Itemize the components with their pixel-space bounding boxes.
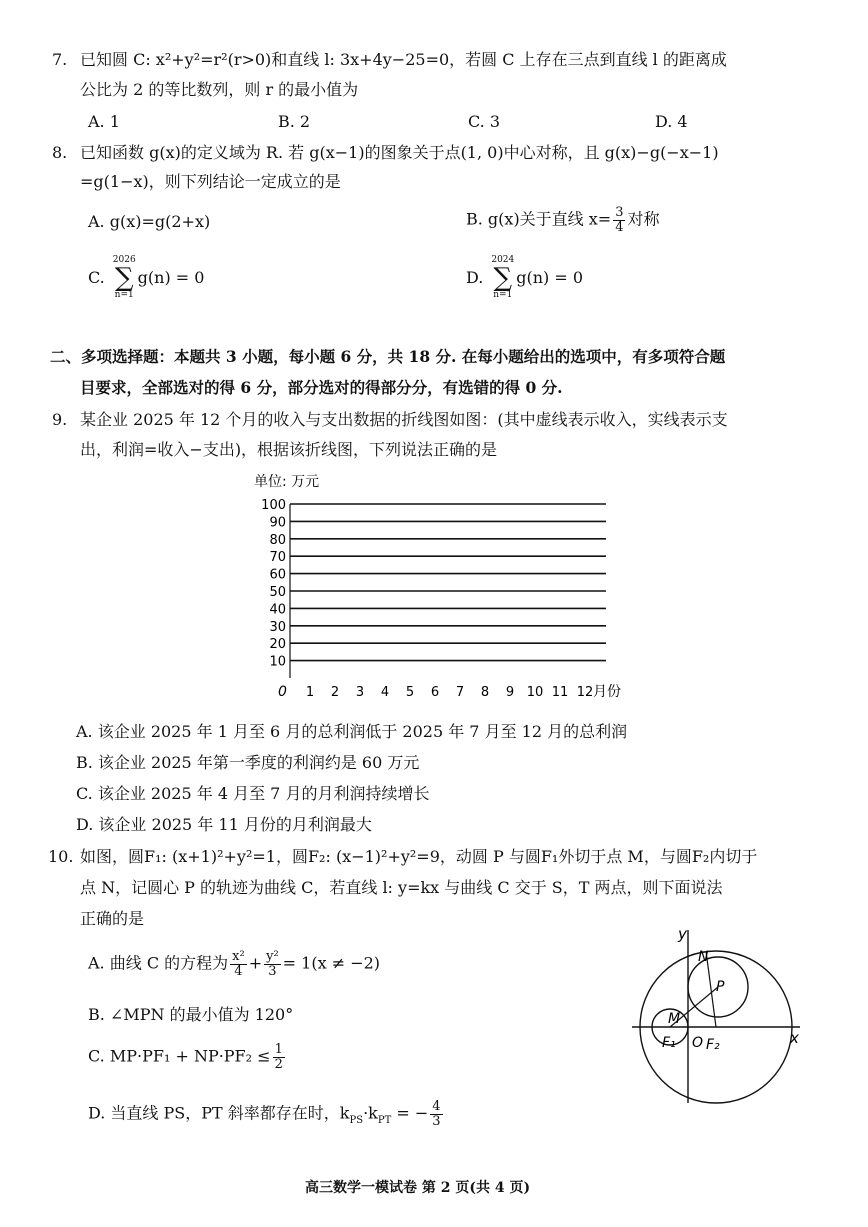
- chart-x-tick-label: 9: [505, 685, 515, 700]
- q10-stem-line3: 正确的是: [80, 909, 145, 928]
- chart-x-tick-label: 6: [430, 685, 440, 700]
- q7-stem-line1: 已知圆 C: x²+y²=r²(r>0)和直线 l: 3x+4y−25=0，若圆 C 上存在三点到直线 l 的距离成: [80, 50, 727, 69]
- q9-number: 9.: [52, 410, 68, 429]
- income-expense-chart: [250, 468, 660, 708]
- q9-option-d: D. 该企业 2025 年 11 月份的月利润最大: [76, 815, 372, 834]
- q10-option-b: B. ∠MPN 的最小值为 120°: [88, 1005, 294, 1024]
- label-n: N: [698, 949, 709, 965]
- chart-x-tick-label: 11: [551, 685, 569, 700]
- q7-option-c: C. 3: [468, 112, 501, 131]
- label-y: y: [678, 925, 687, 943]
- label-f1: F₁: [662, 1035, 676, 1051]
- q8-option-c: C. 2026 ∑ n=1 g(n) = 0: [88, 255, 205, 300]
- chart-x-tick-label: 5: [405, 685, 415, 700]
- chart-x-axis-label: 月份: [593, 684, 621, 700]
- chart-x-tick-label: 1: [305, 685, 315, 700]
- q8-option-d: D. 2024 ∑ n=1 g(n) = 0: [466, 255, 584, 300]
- chart-y-tick-label: 10: [269, 654, 286, 670]
- chart-x-tick-label: 3: [355, 685, 365, 700]
- chart-y-tick-label: 70: [269, 550, 286, 566]
- q9-stem-line1: 某企业 2025 年 12 个月的收入与支出数据的折线图如图：(其中虚线表示收入，实线表示支: [80, 410, 728, 429]
- chart-x-tick-label: 4: [380, 685, 390, 700]
- label-o: O: [692, 1035, 704, 1051]
- q9-option-a: A. 该企业 2025 年 1 月至 6 月的总利润低于 2025 年 7 月至 12 月的总利润: [76, 722, 628, 741]
- chart-y-tick-label: 90: [269, 515, 286, 531]
- chart-origin-label: 0: [278, 684, 287, 700]
- chart-x-tick-label: 7: [455, 685, 465, 700]
- q10-option-a: A. 曲线 C 的方程为 $\frac{\text{x²}}{4}$ + $\frac{\text{y²}}{3}$ = 1(x ≠ −2): [88, 949, 381, 979]
- chart-x-tick-label: 8: [480, 685, 490, 700]
- label-m: M: [668, 1011, 681, 1027]
- q7-option-b: B. 2: [278, 112, 311, 131]
- chart-y-tick-label: 20: [269, 637, 286, 653]
- section2-instructions-line2: 目要求，全部选对的得 6 分，部分选对的得部分分，有选错的得 0 分.: [80, 378, 563, 397]
- q10-option-c: C. MP·PF₁ + NP·PF₂ ≤ $\frac{1}{2}$: [88, 1042, 283, 1072]
- q8-stem-line1: 已知函数 g(x)的定义域为 R. 若 g(x−1)的图象关于点(1, 0)中心对称，且 g(x)−g(−x−1): [80, 143, 719, 162]
- label-x: x: [790, 1029, 799, 1047]
- q10-number: 10.: [48, 847, 74, 866]
- q7-option-a: A. 1: [88, 112, 120, 131]
- label-p: P: [716, 979, 725, 995]
- q8-option-b: B. g(x)关于直线 x= $\frac{3}{4}$ 对称: [466, 205, 660, 235]
- q7-stem-line2: 公比为 2 的等比数列，则 r 的最小值为: [80, 80, 359, 99]
- label-f2: F₂: [706, 1037, 720, 1053]
- q7-option-d: D. 4: [655, 112, 688, 131]
- q9-option-b: B. 该企业 2025 年第一季度的利润约是 60 万元: [76, 753, 420, 772]
- q7-number: 7.: [52, 50, 68, 69]
- chart-y-tick-label: 100: [261, 498, 286, 513]
- page-footer: 高三数学一模试卷 第 2 页(共 4 页): [305, 1180, 531, 1196]
- q9-stem-line2: 出，利润=收入−支出)，根据该折线图，下列说法正确的是: [80, 440, 498, 459]
- q9-option-c: C. 该企业 2025 年 4 月至 7 月的月利润持续增长: [76, 784, 430, 803]
- q10-stem-line1: 如图，圆F₁: (x+1)²+y²=1，圆F₂: (x−1)²+y²=9，动圆 P 与圆F₁外切于点 M，与圆F₂内切于: [80, 847, 758, 866]
- q8-option-a: A. g(x)=g(2+x): [88, 212, 211, 231]
- q10-option-d: D. 当直线 PS，PT 斜率都存在时，$k_{PS}\cdot k_{PT}$ = − $\frac{4}{3}$: [88, 1099, 441, 1129]
- section2-instructions-line1: 二、多项选择题：本题共 3 小题，每小题 6 分，共 18 分. 在每小题给出的选项中，有多项符合题: [50, 347, 726, 366]
- chart-x-tick-label: 2: [330, 685, 340, 700]
- q10-stem-line2: 点 N，记圆心 P 的轨迹为曲线 C，若直线 l: y=kx 与曲线 C 交于 S，T 两点，则下面说法: [80, 878, 723, 897]
- q8-number: 8.: [52, 143, 68, 162]
- chart-y-tick-label: 60: [269, 567, 286, 583]
- chart-x-tick-label: 12: [576, 685, 594, 700]
- q8-stem-line2: =g(1−x)，则下列结论一定成立的是: [80, 172, 341, 191]
- chart-y-tick-label: 80: [269, 532, 286, 548]
- q10-circles-figure: [628, 925, 808, 1105]
- chart-y-tick-label: 40: [269, 602, 286, 618]
- chart-unit-label: 单位: 万元: [254, 474, 320, 490]
- chart-y-tick-label: 50: [269, 585, 286, 600]
- chart-x-tick-label: 10: [526, 685, 544, 700]
- chart-y-tick-label: 30: [269, 619, 286, 635]
